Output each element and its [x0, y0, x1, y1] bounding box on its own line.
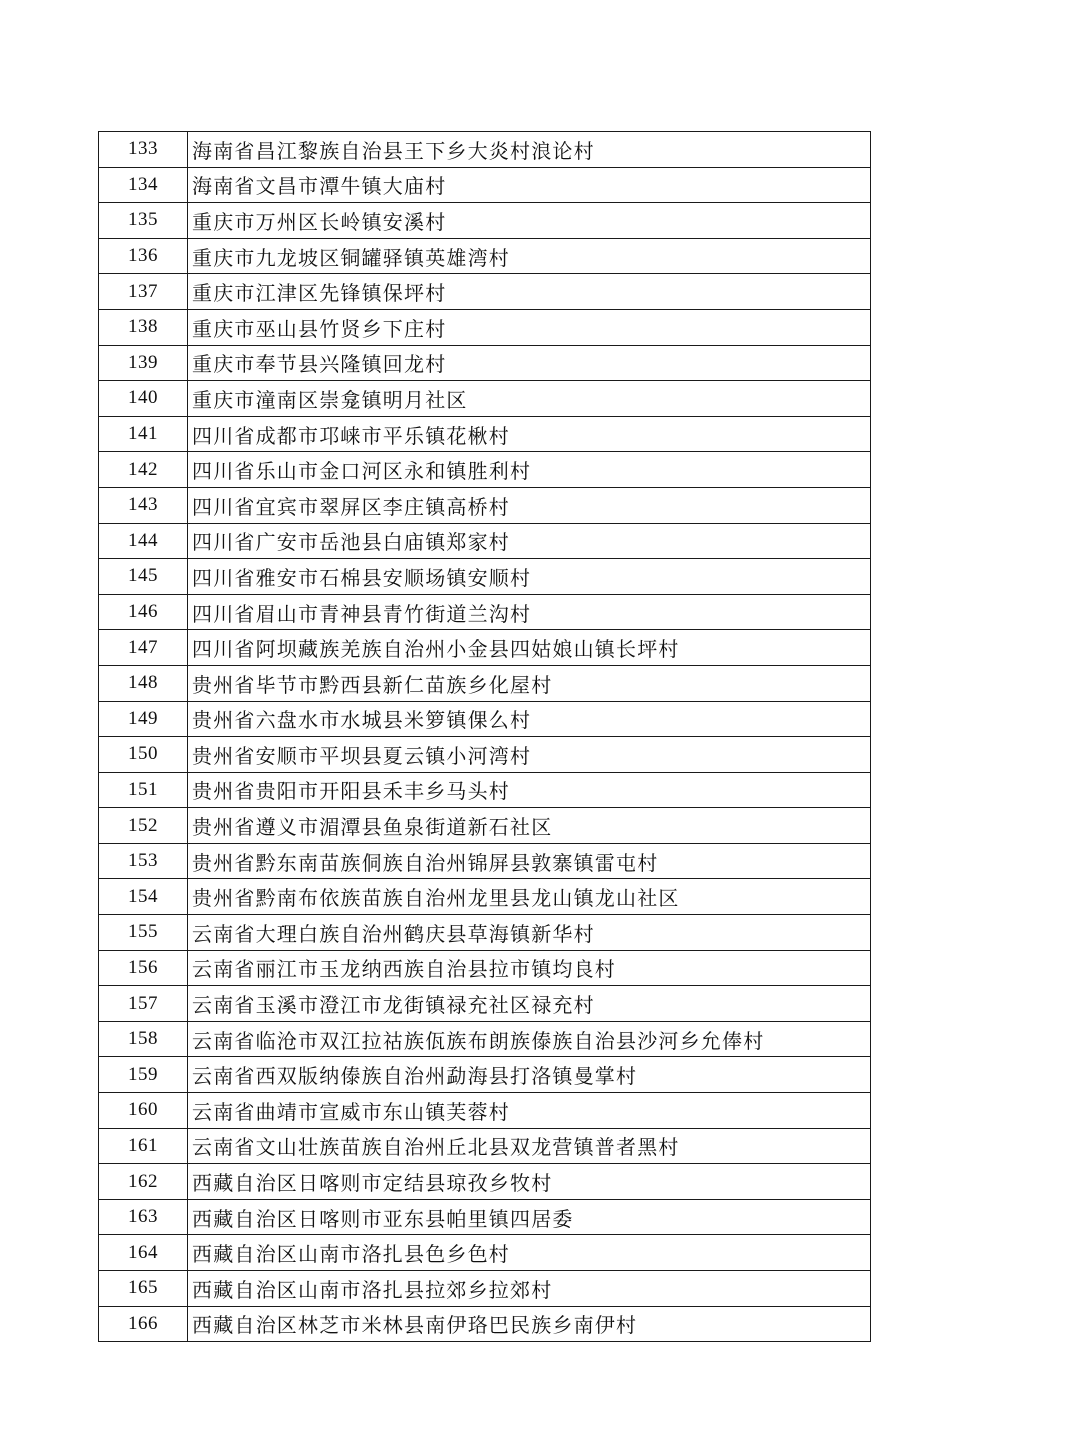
table-row	[99, 808, 871, 844]
village-name-cell: 重庆市巫山县竹贤乡下庄村	[188, 309, 871, 345]
village-name-cell: 云南省曲靖市宣威市东山镇芙蓉村	[188, 1093, 871, 1129]
table-row	[99, 345, 871, 381]
row-number-cell: 157	[99, 986, 188, 1022]
village-name-cell: 贵州省安顺市平坝县夏云镇小河湾村	[188, 737, 871, 773]
table-row	[99, 487, 871, 523]
table-row	[99, 1306, 871, 1342]
village-name-cell: 四川省阿坝藏族羌族自治州小金县四姑娘山镇长坪村	[188, 630, 871, 666]
table-row	[99, 843, 871, 879]
row-number-cell: 143	[99, 487, 188, 523]
village-name-cell: 云南省临沧市双江拉祜族佤族布朗族傣族自治县沙河乡允俸村	[188, 1021, 871, 1057]
table-row	[99, 274, 871, 310]
table-row	[99, 1093, 871, 1129]
row-number-cell: 136	[99, 238, 188, 274]
table-row	[99, 665, 871, 701]
table-row	[99, 772, 871, 808]
table-row	[99, 737, 871, 773]
row-number-cell: 166	[99, 1306, 188, 1342]
table-row	[99, 915, 871, 951]
row-number-cell: 148	[99, 665, 188, 701]
table-row	[99, 1235, 871, 1271]
row-number-cell: 140	[99, 381, 188, 417]
row-number-cell: 158	[99, 1021, 188, 1057]
village-name-cell: 四川省乐山市金口河区永和镇胜利村	[188, 452, 871, 488]
table-row	[99, 452, 871, 488]
village-name-cell: 贵州省遵义市湄潭县鱼泉街道新石社区	[188, 808, 871, 844]
row-number-cell: 160	[99, 1093, 188, 1129]
village-name-cell: 四川省雅安市石棉县安顺场镇安顺村	[188, 559, 871, 595]
row-number-cell: 152	[99, 808, 188, 844]
row-number-cell: 133	[99, 132, 188, 168]
row-number-cell: 146	[99, 594, 188, 630]
row-number-cell: 135	[99, 203, 188, 239]
row-number-cell: 141	[99, 416, 188, 452]
village-name-cell: 重庆市潼南区崇龛镇明月社区	[188, 381, 871, 417]
village-name-cell: 贵州省六盘水市水城县米箩镇倮么村	[188, 701, 871, 737]
row-number-cell: 147	[99, 630, 188, 666]
table-body	[99, 132, 871, 1342]
village-name-cell: 云南省西双版纳傣族自治州勐海县打洛镇曼掌村	[188, 1057, 871, 1093]
row-number-cell: 162	[99, 1164, 188, 1200]
village-name-cell: 云南省玉溪市澄江市龙街镇禄充社区禄充村	[188, 986, 871, 1022]
row-number-cell: 161	[99, 1128, 188, 1164]
village-name-cell: 贵州省毕节市黔西县新仁苗族乡化屋村	[188, 665, 871, 701]
table-row	[99, 950, 871, 986]
row-number-cell: 164	[99, 1235, 188, 1271]
village-name-cell: 海南省昌江黎族自治县王下乡大炎村浪论村	[188, 132, 871, 168]
table-row	[99, 559, 871, 595]
table-row	[99, 1057, 871, 1093]
row-number-cell: 139	[99, 345, 188, 381]
table-row	[99, 701, 871, 737]
village-name-cell: 贵州省贵阳市开阳县禾丰乡马头村	[188, 772, 871, 808]
village-name-cell: 四川省成都市邛崃市平乐镇花楸村	[188, 416, 871, 452]
village-list-table	[98, 131, 871, 1342]
table-row	[99, 879, 871, 915]
row-number-cell: 153	[99, 843, 188, 879]
village-name-cell: 海南省文昌市潭牛镇大庙村	[188, 167, 871, 203]
row-number-cell: 142	[99, 452, 188, 488]
row-number-cell: 150	[99, 737, 188, 773]
village-name-cell: 四川省眉山市青神县青竹街道兰沟村	[188, 594, 871, 630]
table-row	[99, 594, 871, 630]
village-name-cell: 贵州省黔东南苗族侗族自治州锦屏县敦寨镇雷屯村	[188, 843, 871, 879]
village-name-cell: 云南省大理白族自治州鹤庆县草海镇新华村	[188, 915, 871, 951]
village-name-cell: 西藏自治区山南市洛扎县拉郊乡拉郊村	[188, 1271, 871, 1307]
table-row	[99, 381, 871, 417]
village-name-cell: 重庆市九龙坡区铜罐驿镇英雄湾村	[188, 238, 871, 274]
village-name-cell: 云南省丽江市玉龙纳西族自治县拉市镇均良村	[188, 950, 871, 986]
table-row	[99, 309, 871, 345]
row-number-cell: 134	[99, 167, 188, 203]
village-name-cell: 西藏自治区林芝市米林县南伊珞巴民族乡南伊村	[188, 1306, 871, 1342]
row-number-cell: 165	[99, 1271, 188, 1307]
row-number-cell: 145	[99, 559, 188, 595]
row-number-cell: 138	[99, 309, 188, 345]
table-row	[99, 630, 871, 666]
table-row	[99, 1199, 871, 1235]
row-number-cell: 159	[99, 1057, 188, 1093]
row-number-cell: 137	[99, 274, 188, 310]
village-name-cell: 云南省文山壮族苗族自治州丘北县双龙营镇普者黑村	[188, 1128, 871, 1164]
village-name-cell: 重庆市江津区先锋镇保坪村	[188, 274, 871, 310]
village-name-cell: 西藏自治区山南市洛扎县色乡色村	[188, 1235, 871, 1271]
row-number-cell: 156	[99, 950, 188, 986]
table-row	[99, 238, 871, 274]
row-number-cell: 155	[99, 915, 188, 951]
table-row	[99, 132, 871, 168]
village-name-cell: 西藏自治区日喀则市亚东县帕里镇四居委	[188, 1199, 871, 1235]
table-row	[99, 1021, 871, 1057]
table-row	[99, 416, 871, 452]
row-number-cell: 144	[99, 523, 188, 559]
table-row	[99, 1164, 871, 1200]
row-number-cell: 151	[99, 772, 188, 808]
village-name-cell: 重庆市奉节县兴隆镇回龙村	[188, 345, 871, 381]
village-name-cell: 四川省宜宾市翠屏区李庄镇高桥村	[188, 487, 871, 523]
village-name-cell: 四川省广安市岳池县白庙镇郑家村	[188, 523, 871, 559]
table-row	[99, 523, 871, 559]
row-number-cell: 154	[99, 879, 188, 915]
table-row	[99, 1128, 871, 1164]
table-row	[99, 203, 871, 239]
table-row	[99, 986, 871, 1022]
table-row	[99, 167, 871, 203]
village-name-cell: 西藏自治区日喀则市定结县琼孜乡牧村	[188, 1164, 871, 1200]
village-name-cell: 贵州省黔南布依族苗族自治州龙里县龙山镇龙山社区	[188, 879, 871, 915]
village-name-cell: 重庆市万州区长岭镇安溪村	[188, 203, 871, 239]
table-row	[99, 1271, 871, 1307]
row-number-cell: 149	[99, 701, 188, 737]
row-number-cell: 163	[99, 1199, 188, 1235]
